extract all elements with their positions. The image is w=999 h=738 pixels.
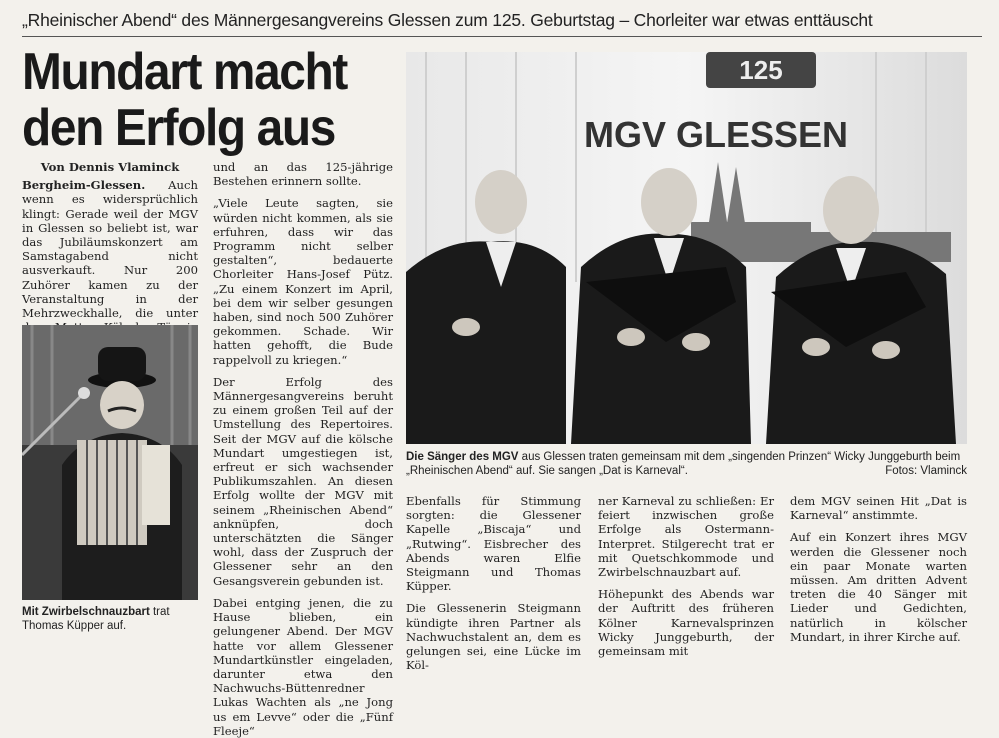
column-3-paragraph: Die Glessenerin Steigmann kündigte ihren Partner als Nachwuchstalent an, dem es gelungen sei, eine Lücke im Köl- xyxy=(406,601,581,673)
banner-number: 125 xyxy=(739,55,783,85)
kicker-rule xyxy=(22,36,982,37)
headline xyxy=(22,44,353,156)
accordion-player-image xyxy=(22,325,198,600)
column-2-paragraph: „Viele Leute sagten, sie würden nicht kommen, als sie erfuhren, dass wir das Programm nicht selber gestalten“, bedauerte Chorleiter Hans-Josef Pütz. „Zu einem Konzert im April, bei dem wir selber gesungen haben, sind noch 500 Zuhörer gekommen. Schade. Wir hatten gehofft, die Bude rappelvoll zu kriegen.“ xyxy=(213,196,393,367)
photo-singers xyxy=(406,52,967,444)
kicker-line: „Rheinischer Abend“ des Männergesangvereins Glessen zum 125. Geburtstag – Chorleiter war etwas enttäuscht xyxy=(22,10,873,30)
small-caption-bold: Mit Zwirbelschnauzbart xyxy=(22,606,150,618)
column-2-paragraph: Der Erfolg des Männergesangvereins beruht zu einem großen Teil auf der Umstellung des Repertoires. Seit der MGV auf die kölsche Mundart umgestiegen ist, erfreut er sich wachsender Publikumszahlen. An diesen Erfolg wollte der MGV mit seinem „Rheinischen Abend“ anknüpfen, doch unterschätzten die Sänger wohl, dass der Zuspruch der Glessener sehr an den Gesangsverein gebunden ist. xyxy=(213,374,393,588)
main-caption-bold: Die Sänger des MGV xyxy=(406,451,519,463)
article-column-5 xyxy=(790,494,967,644)
column-4-paragraph: ner Karneval zu schließen: Er feiert inzwischen große Erfolge als Ostermann-Interpret. Stilgerecht trat er mit Quetschkommode und Zwirbelschnauzbart auf. xyxy=(598,494,774,580)
small-photo-caption xyxy=(22,605,202,633)
photo-accordion-player xyxy=(22,325,198,600)
dateline: Bergheim-Glessen. xyxy=(22,178,146,193)
column-2-paragraph: und an das 125-jährige Bestehen erinnern sollte. xyxy=(213,160,393,189)
article-column-2 xyxy=(213,160,393,738)
banner-text: MGV GLESSEN xyxy=(583,114,849,155)
column-5-paragraph: dem MGV seinen Hit „Dat is Karneval“ anstimmte. xyxy=(790,494,967,523)
headline-line-2: den Erfolg aus xyxy=(22,99,335,157)
photo-credit: Fotos: Vlaminck xyxy=(885,465,967,477)
column-4-paragraph: Höhepunkt des Abends war der Auftritt des früheren Kölner Karnevalsprinzen Wicky Junggeburth, der gemeinsam mit xyxy=(598,587,774,659)
small-caption-text: trat Thomas Küpper auf. xyxy=(22,606,170,632)
article-column-3 xyxy=(406,494,581,672)
article-column-1 xyxy=(22,160,198,349)
column-3-paragraph: Ebenfalls für Stimmung sorgten: die Glessener Kapelle „Biscaja“ und „Rutwing“. Eisbrecher des Abends waren Elfie Steigmann und Thomas Küpper. xyxy=(406,494,581,594)
main-photo-caption xyxy=(406,450,967,478)
column-5-paragraph: Auf ein Konzert ihres MGV werden die Glessener noch ein paar Monate warten müssen. Am dritten Advent treten die 40 Sänger mit Lieder und Gedichten, natürlich in kölscher Mundart, in ihrer Kirche auf. xyxy=(790,530,967,644)
article-column-4 xyxy=(598,494,774,658)
column-1-text: Auch wenn es widersprüchlich klingt: Gerade weil der MGV in Glessen so beliebt ist, war das Jubiläumskonzert am Samstagabend nicht ausverkauft. Nur 200 Zuhörer kamen zu der Veranstaltung in der Mehrzweckhalle, die unter xyxy=(22,178,198,321)
headline-line-1: Mundart macht xyxy=(22,43,347,101)
main-caption-text: aus Glessen traten gemeinsam mit dem „singenden Prinzen“ Wicky Junggeburth beim „Rheinischen Abend“ auf. Sie sangen „Dat is Karneval“. xyxy=(406,451,961,477)
byline: Von Dennis Vlaminck xyxy=(40,160,180,174)
singers-image xyxy=(406,52,967,444)
column-2-paragraph: Dabei entging jenen, die zu Hause blieben, ein gelungener Abend. Der MGV hatte vor allem Glessener Mundartkünstler eingeladen, darunter etwa den Nachwuchs-Büttenredner Lukas Wachten als „ne Jong us em Levve“ oder die „Fünf Fleeje“ xyxy=(213,595,393,738)
